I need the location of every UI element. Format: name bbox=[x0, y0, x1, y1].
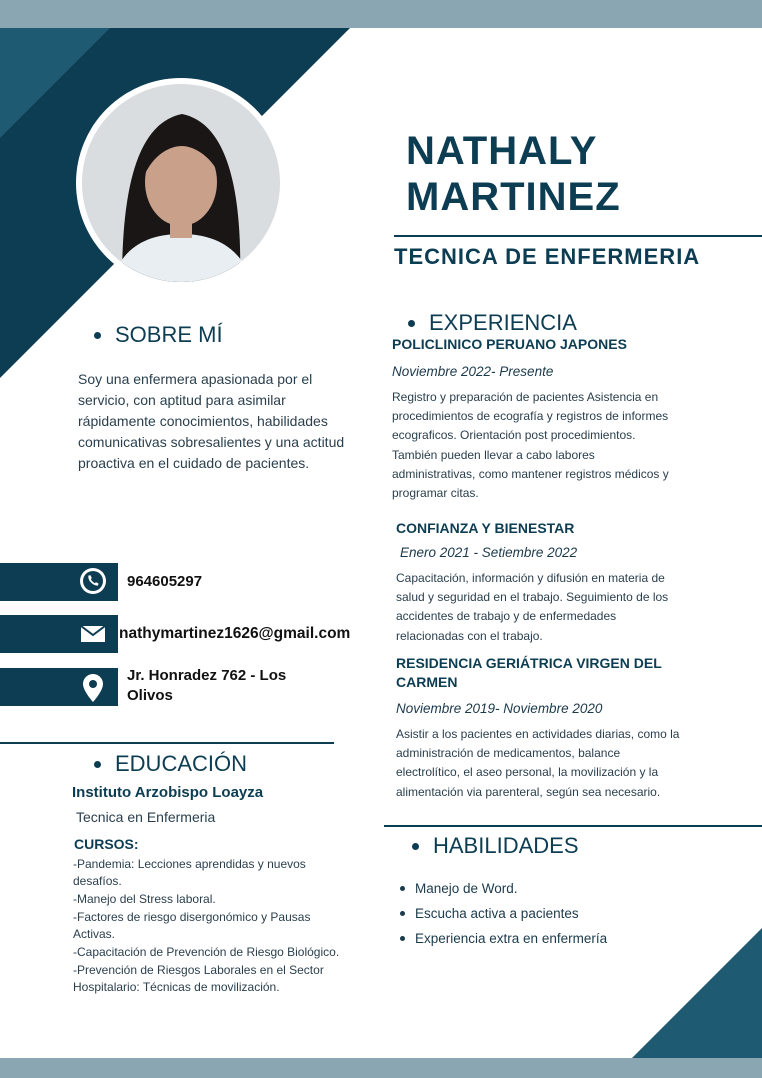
skill-item bbox=[400, 876, 607, 901]
bottom-right-decorative-shape bbox=[612, 928, 762, 1078]
courses-list bbox=[73, 856, 348, 997]
mail-icon bbox=[80, 624, 106, 644]
job-3-date: Noviembre 2019- Noviembre 2020 bbox=[396, 701, 603, 716]
skills-list bbox=[400, 876, 607, 951]
about-section-title bbox=[94, 322, 223, 348]
education-section-title bbox=[94, 751, 247, 777]
skills-divider bbox=[384, 825, 762, 827]
job-3-organization: RESIDENCIA GERIÁTRICA VIRGEN DEL CARMEN bbox=[396, 655, 662, 690]
bullet-dot bbox=[412, 843, 419, 850]
skill-item bbox=[400, 901, 607, 926]
job-2-description: Capacitación, información y difusión en materia de salud y seguridad en el trabajo. Seguimiento de los accidentes de trabajo y de enfermedades relacionadas con el trabajo. bbox=[396, 571, 669, 643]
bullet-dot bbox=[400, 886, 405, 891]
bullet-dot bbox=[400, 911, 405, 916]
skill-text: Escucha activa a pacientes bbox=[415, 906, 579, 921]
top-decorative-bar bbox=[0, 0, 762, 28]
skills-section-title bbox=[412, 833, 579, 859]
phone-icon bbox=[78, 566, 108, 596]
job-title: TECNICA DE ENFERMERIA bbox=[394, 244, 701, 269]
email-address[interactable]: nathymartinez1626@gmail.com bbox=[119, 625, 351, 642]
phone-number[interactable]: 964605297 bbox=[127, 573, 203, 590]
job-1-description: Registro y preparación de pacientes Asistencia en procedimientos de ecografía y registros de informes ecograficos. Orientación post procedimientos. También pueden llevar a cabo labores administrativas, como mantener registros médicos y programar citas. bbox=[392, 390, 669, 501]
skill-text: Experiencia extra en enfermería bbox=[415, 931, 608, 946]
profile-photo bbox=[76, 78, 286, 288]
education-title-text: EDUCACIÓN bbox=[115, 751, 248, 776]
bullet-dot bbox=[94, 761, 101, 768]
job-2-date: Enero 2021 - Setiembre 2022 bbox=[400, 545, 578, 560]
bottom-decorative-bar bbox=[0, 1058, 762, 1078]
location-pin-icon bbox=[82, 673, 104, 703]
courses-title: CURSOS: bbox=[74, 836, 139, 852]
full-name bbox=[406, 128, 621, 220]
skills-title-text: HABILIDADES bbox=[433, 833, 579, 858]
course-item: -Manejo del Stress laboral. bbox=[73, 892, 216, 906]
header-divider bbox=[394, 235, 762, 237]
job-3-description: Asistir a los pacientes en actividades diarias, como la administración de medicamentos, balance electrolítico, el aseo personal, la movilización y la alimentación via parenteral, según sea necesario. bbox=[396, 727, 680, 799]
course-item: -Factores de riesgo disergonómico y Pausas Activas. bbox=[73, 910, 311, 941]
profile-photo-image bbox=[82, 84, 280, 282]
skill-item bbox=[400, 926, 607, 951]
bullet-dot bbox=[408, 320, 415, 327]
about-title-text: SOBRE MÍ bbox=[115, 322, 223, 347]
course-item: -Capacitación de Prevención de Riesgo Biológico. bbox=[73, 945, 340, 959]
school-name: Instituto Arzobispo Loayza bbox=[72, 784, 264, 801]
skill-text: Manejo de Word. bbox=[415, 881, 518, 896]
about-text: Soy una enfermera apasionada por el servicio, con aptitud para asimilar rápidamente conocimientos, habilidades comunicativas sobresalientes y una actitud proactiva en el cuidado de pacientes. bbox=[78, 371, 345, 471]
course-item: -Pandemia: Lecciones aprendidas y nuevos desafíos. bbox=[73, 857, 306, 888]
degree: Tecnica en Enfermeria bbox=[76, 809, 216, 825]
last-name: MARTINEZ bbox=[406, 175, 621, 219]
experience-title-text: EXPERIENCIA bbox=[429, 310, 577, 335]
education-divider bbox=[0, 742, 334, 744]
experience-section-title bbox=[408, 310, 577, 336]
bullet-dot bbox=[94, 332, 101, 339]
address: Jr. Honradez 762 - Los Olivos bbox=[127, 667, 287, 704]
first-name: NATHALY bbox=[406, 129, 598, 173]
job-2-organization: CONFIANZA Y BIENESTAR bbox=[396, 520, 575, 536]
job-1-organization: POLICLINICO PERUANO JAPONES bbox=[392, 336, 627, 352]
bullet-dot bbox=[400, 936, 405, 941]
job-1-date: Noviembre 2022- Presente bbox=[392, 364, 554, 379]
course-item: -Prevención de Riesgos Laborales en el Sector Hospitalario: Técnicas de movilización. bbox=[73, 963, 324, 994]
